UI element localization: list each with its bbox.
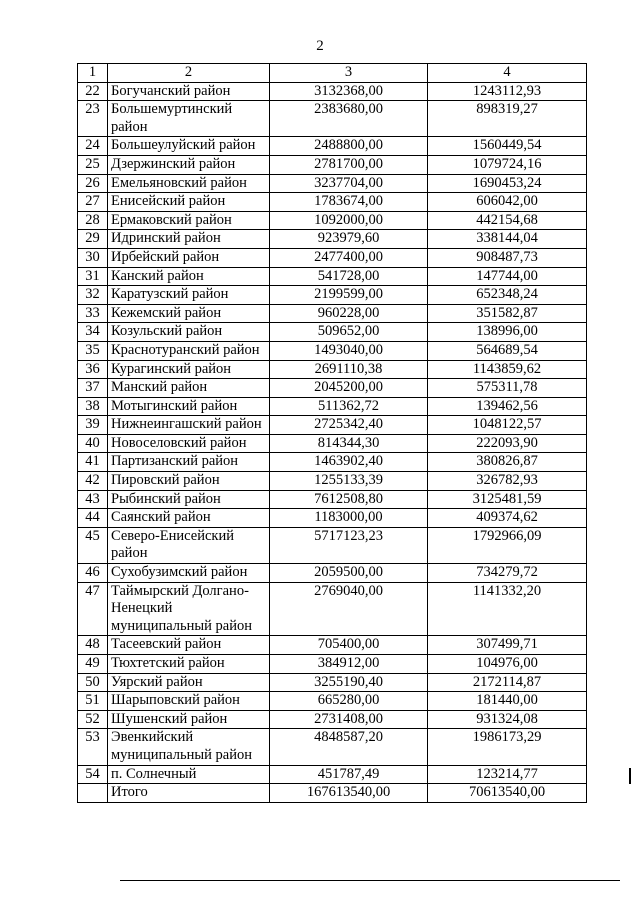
amount-col3: 3132368,00 — [270, 82, 428, 101]
row-number: 39 — [78, 416, 108, 435]
row-number: 43 — [78, 490, 108, 509]
district-name: Партизанский район — [108, 453, 270, 472]
row-number: 53 — [78, 729, 108, 765]
district-name: Нижнеингашский район — [108, 416, 270, 435]
amount-col4: 1792966,09 — [428, 527, 587, 563]
district-name: Пировский район — [108, 472, 270, 491]
row-number: 34 — [78, 323, 108, 342]
district-name: Канский район — [108, 267, 270, 286]
column-header: 2 — [108, 64, 270, 83]
amount-col4: 652348,24 — [428, 286, 587, 305]
column-header: 4 — [428, 64, 587, 83]
district-name: Козульский район — [108, 323, 270, 342]
table-row — [78, 416, 587, 435]
amount-col3: 1092000,00 — [270, 211, 428, 230]
row-number: 52 — [78, 710, 108, 729]
district-name: Богучанский район — [108, 82, 270, 101]
district-name: Новоселовский район — [108, 434, 270, 453]
row-number: 32 — [78, 286, 108, 305]
row-number: 27 — [78, 193, 108, 212]
amount-col4: 1048122,57 — [428, 416, 587, 435]
row-number: 23 — [78, 101, 108, 137]
district-name: Кежемский район — [108, 304, 270, 323]
row-number: 35 — [78, 341, 108, 360]
amount-col3: 1255133,39 — [270, 472, 428, 491]
district-name: Эвенкийский муниципальный район — [108, 729, 270, 765]
table-row — [78, 286, 587, 305]
amount-col4: 1690453,24 — [428, 174, 587, 193]
district-name: Идринский район — [108, 230, 270, 249]
row-number — [78, 784, 108, 803]
district-name: Тасеевский район — [108, 636, 270, 655]
row-number: 25 — [78, 155, 108, 174]
row-number: 41 — [78, 453, 108, 472]
table-row — [78, 137, 587, 156]
amount-col4: 1143859,62 — [428, 360, 587, 379]
bottom-rule — [120, 880, 620, 881]
district-name: Мотыгинский район — [108, 397, 270, 416]
district-name: Итого — [108, 784, 270, 803]
table-row — [78, 174, 587, 193]
amount-col3: 705400,00 — [270, 636, 428, 655]
amount-col4: 147744,00 — [428, 267, 587, 286]
amount-col3: 2769040,00 — [270, 582, 428, 636]
table-row — [78, 211, 587, 230]
amount-col4: 139462,56 — [428, 397, 587, 416]
row-number: 54 — [78, 765, 108, 784]
amount-col3: 3237704,00 — [270, 174, 428, 193]
table-row — [78, 155, 587, 174]
district-name: Большеулуйский район — [108, 137, 270, 156]
district-name: Большемуртинский район — [108, 101, 270, 137]
amount-col4: 1560449,54 — [428, 137, 587, 156]
table-row — [78, 360, 587, 379]
table-row — [78, 582, 587, 636]
district-name: Ермаковский район — [108, 211, 270, 230]
amount-col4: 380826,87 — [428, 453, 587, 472]
amount-col4: 908487,73 — [428, 248, 587, 267]
district-name: Сухобузимский район — [108, 564, 270, 583]
table-row — [78, 453, 587, 472]
row-number: 38 — [78, 397, 108, 416]
table-row — [78, 304, 587, 323]
amount-col4: 123214,77 — [428, 765, 587, 784]
page-number: 2 — [316, 38, 324, 54]
amount-col4: 3125481,59 — [428, 490, 587, 509]
district-name: Курагинский район — [108, 360, 270, 379]
amount-col4: 338144,04 — [428, 230, 587, 249]
row-number: 30 — [78, 248, 108, 267]
table-row — [78, 564, 587, 583]
amount-col4: 2172114,87 — [428, 673, 587, 692]
amount-col4: 1141332,20 — [428, 582, 587, 636]
amount-col3: 3255190,40 — [270, 673, 428, 692]
amount-col4: 307499,71 — [428, 636, 587, 655]
amount-col3: 814344,30 — [270, 434, 428, 453]
amount-col4: 734279,72 — [428, 564, 587, 583]
row-number: 31 — [78, 267, 108, 286]
amount-col3: 1463902,40 — [270, 453, 428, 472]
amount-col4: 931324,08 — [428, 710, 587, 729]
table-row — [78, 267, 587, 286]
column-header: 3 — [270, 64, 428, 83]
table-row — [78, 673, 587, 692]
table-row — [78, 655, 587, 674]
table-row — [78, 692, 587, 711]
amount-col3: 167613540,00 — [270, 784, 428, 803]
table-row — [78, 472, 587, 491]
amount-col4: 1243112,93 — [428, 82, 587, 101]
amount-col3: 923979,60 — [270, 230, 428, 249]
amount-col3: 509652,00 — [270, 323, 428, 342]
row-number: 50 — [78, 673, 108, 692]
row-number: 46 — [78, 564, 108, 583]
amount-col4: 606042,00 — [428, 193, 587, 212]
table-row — [78, 193, 587, 212]
amount-col3: 511362,72 — [270, 397, 428, 416]
table-row — [78, 379, 587, 398]
amount-col3: 2199599,00 — [270, 286, 428, 305]
row-number: 44 — [78, 509, 108, 528]
table-header-row — [78, 64, 587, 83]
district-name: Ирбейский район — [108, 248, 270, 267]
amount-col3: 960228,00 — [270, 304, 428, 323]
table-row — [78, 101, 587, 137]
amount-col3: 2731408,00 — [270, 710, 428, 729]
row-number: 26 — [78, 174, 108, 193]
row-number: 42 — [78, 472, 108, 491]
table-row — [78, 765, 587, 784]
amount-col4: 138996,00 — [428, 323, 587, 342]
amount-col4: 181440,00 — [428, 692, 587, 711]
row-number: 51 — [78, 692, 108, 711]
amount-col3: 451787,49 — [270, 765, 428, 784]
amount-col3: 2691110,38 — [270, 360, 428, 379]
amount-col3: 2059500,00 — [270, 564, 428, 583]
district-name: Северо-Енисейский район — [108, 527, 270, 563]
district-name: Шарыповский район — [108, 692, 270, 711]
district-name: Енисейский район — [108, 193, 270, 212]
row-number: 36 — [78, 360, 108, 379]
table-row — [78, 230, 587, 249]
table-row — [78, 434, 587, 453]
amount-col3: 2383680,00 — [270, 101, 428, 137]
amount-col4: 442154,68 — [428, 211, 587, 230]
amount-col3: 2725342,40 — [270, 416, 428, 435]
total-row — [78, 784, 587, 803]
district-name: Дзержинский район — [108, 155, 270, 174]
amount-col3: 2045200,00 — [270, 379, 428, 398]
amount-col4: 222093,90 — [428, 434, 587, 453]
amount-col4: 564689,54 — [428, 341, 587, 360]
table-row — [78, 729, 587, 765]
allocation-table — [77, 63, 587, 803]
district-name: Таймырский Долгано-Ненецкий муниципальный район — [108, 582, 270, 636]
district-name: Краснотуранский район — [108, 341, 270, 360]
row-number: 24 — [78, 137, 108, 156]
row-number: 29 — [78, 230, 108, 249]
amount-col3: 1783674,00 — [270, 193, 428, 212]
amount-col3: 384912,00 — [270, 655, 428, 674]
amount-col4: 1079724,16 — [428, 155, 587, 174]
table-row — [78, 323, 587, 342]
amount-col4: 409374,62 — [428, 509, 587, 528]
amount-col3: 7612508,80 — [270, 490, 428, 509]
table-row — [78, 490, 587, 509]
row-number: 28 — [78, 211, 108, 230]
table-row — [78, 248, 587, 267]
district-name: Уярский район — [108, 673, 270, 692]
district-name: Каратузский район — [108, 286, 270, 305]
row-number: 48 — [78, 636, 108, 655]
table-row — [78, 636, 587, 655]
amount-col3: 541728,00 — [270, 267, 428, 286]
amount-col4: 351582,87 — [428, 304, 587, 323]
district-name: Рыбинский район — [108, 490, 270, 509]
district-name: Шушенский район — [108, 710, 270, 729]
amount-col4: 70613540,00 — [428, 784, 587, 803]
amount-col3: 2781700,00 — [270, 155, 428, 174]
table-row — [78, 710, 587, 729]
table-row — [78, 82, 587, 101]
row-number: 49 — [78, 655, 108, 674]
amount-col3: 1493040,00 — [270, 341, 428, 360]
amount-col3: 2477400,00 — [270, 248, 428, 267]
amount-col3: 5717123,23 — [270, 527, 428, 563]
row-number: 45 — [78, 527, 108, 563]
row-number: 33 — [78, 304, 108, 323]
district-name: Емельяновский район — [108, 174, 270, 193]
table-row — [78, 527, 587, 563]
column-header: 1 — [78, 64, 108, 83]
table-row — [78, 397, 587, 416]
amount-col3: 2488800,00 — [270, 137, 428, 156]
amount-col4: 104976,00 — [428, 655, 587, 674]
amount-col3: 1183000,00 — [270, 509, 428, 528]
table-row — [78, 509, 587, 528]
row-number: 47 — [78, 582, 108, 636]
district-name: п. Солнечный — [108, 765, 270, 784]
row-number: 37 — [78, 379, 108, 398]
row-number: 40 — [78, 434, 108, 453]
district-name: Манский район — [108, 379, 270, 398]
amount-col4: 575311,78 — [428, 379, 587, 398]
district-name: Тюхтетский район — [108, 655, 270, 674]
amount-col3: 4848587,20 — [270, 729, 428, 765]
row-number: 22 — [78, 82, 108, 101]
amount-col3: 665280,00 — [270, 692, 428, 711]
amount-col4: 1986173,29 — [428, 729, 587, 765]
edge-mark — [629, 768, 631, 784]
district-name: Саянский район — [108, 509, 270, 528]
amount-col4: 326782,93 — [428, 472, 587, 491]
table-row — [78, 341, 587, 360]
amount-col4: 898319,27 — [428, 101, 587, 137]
